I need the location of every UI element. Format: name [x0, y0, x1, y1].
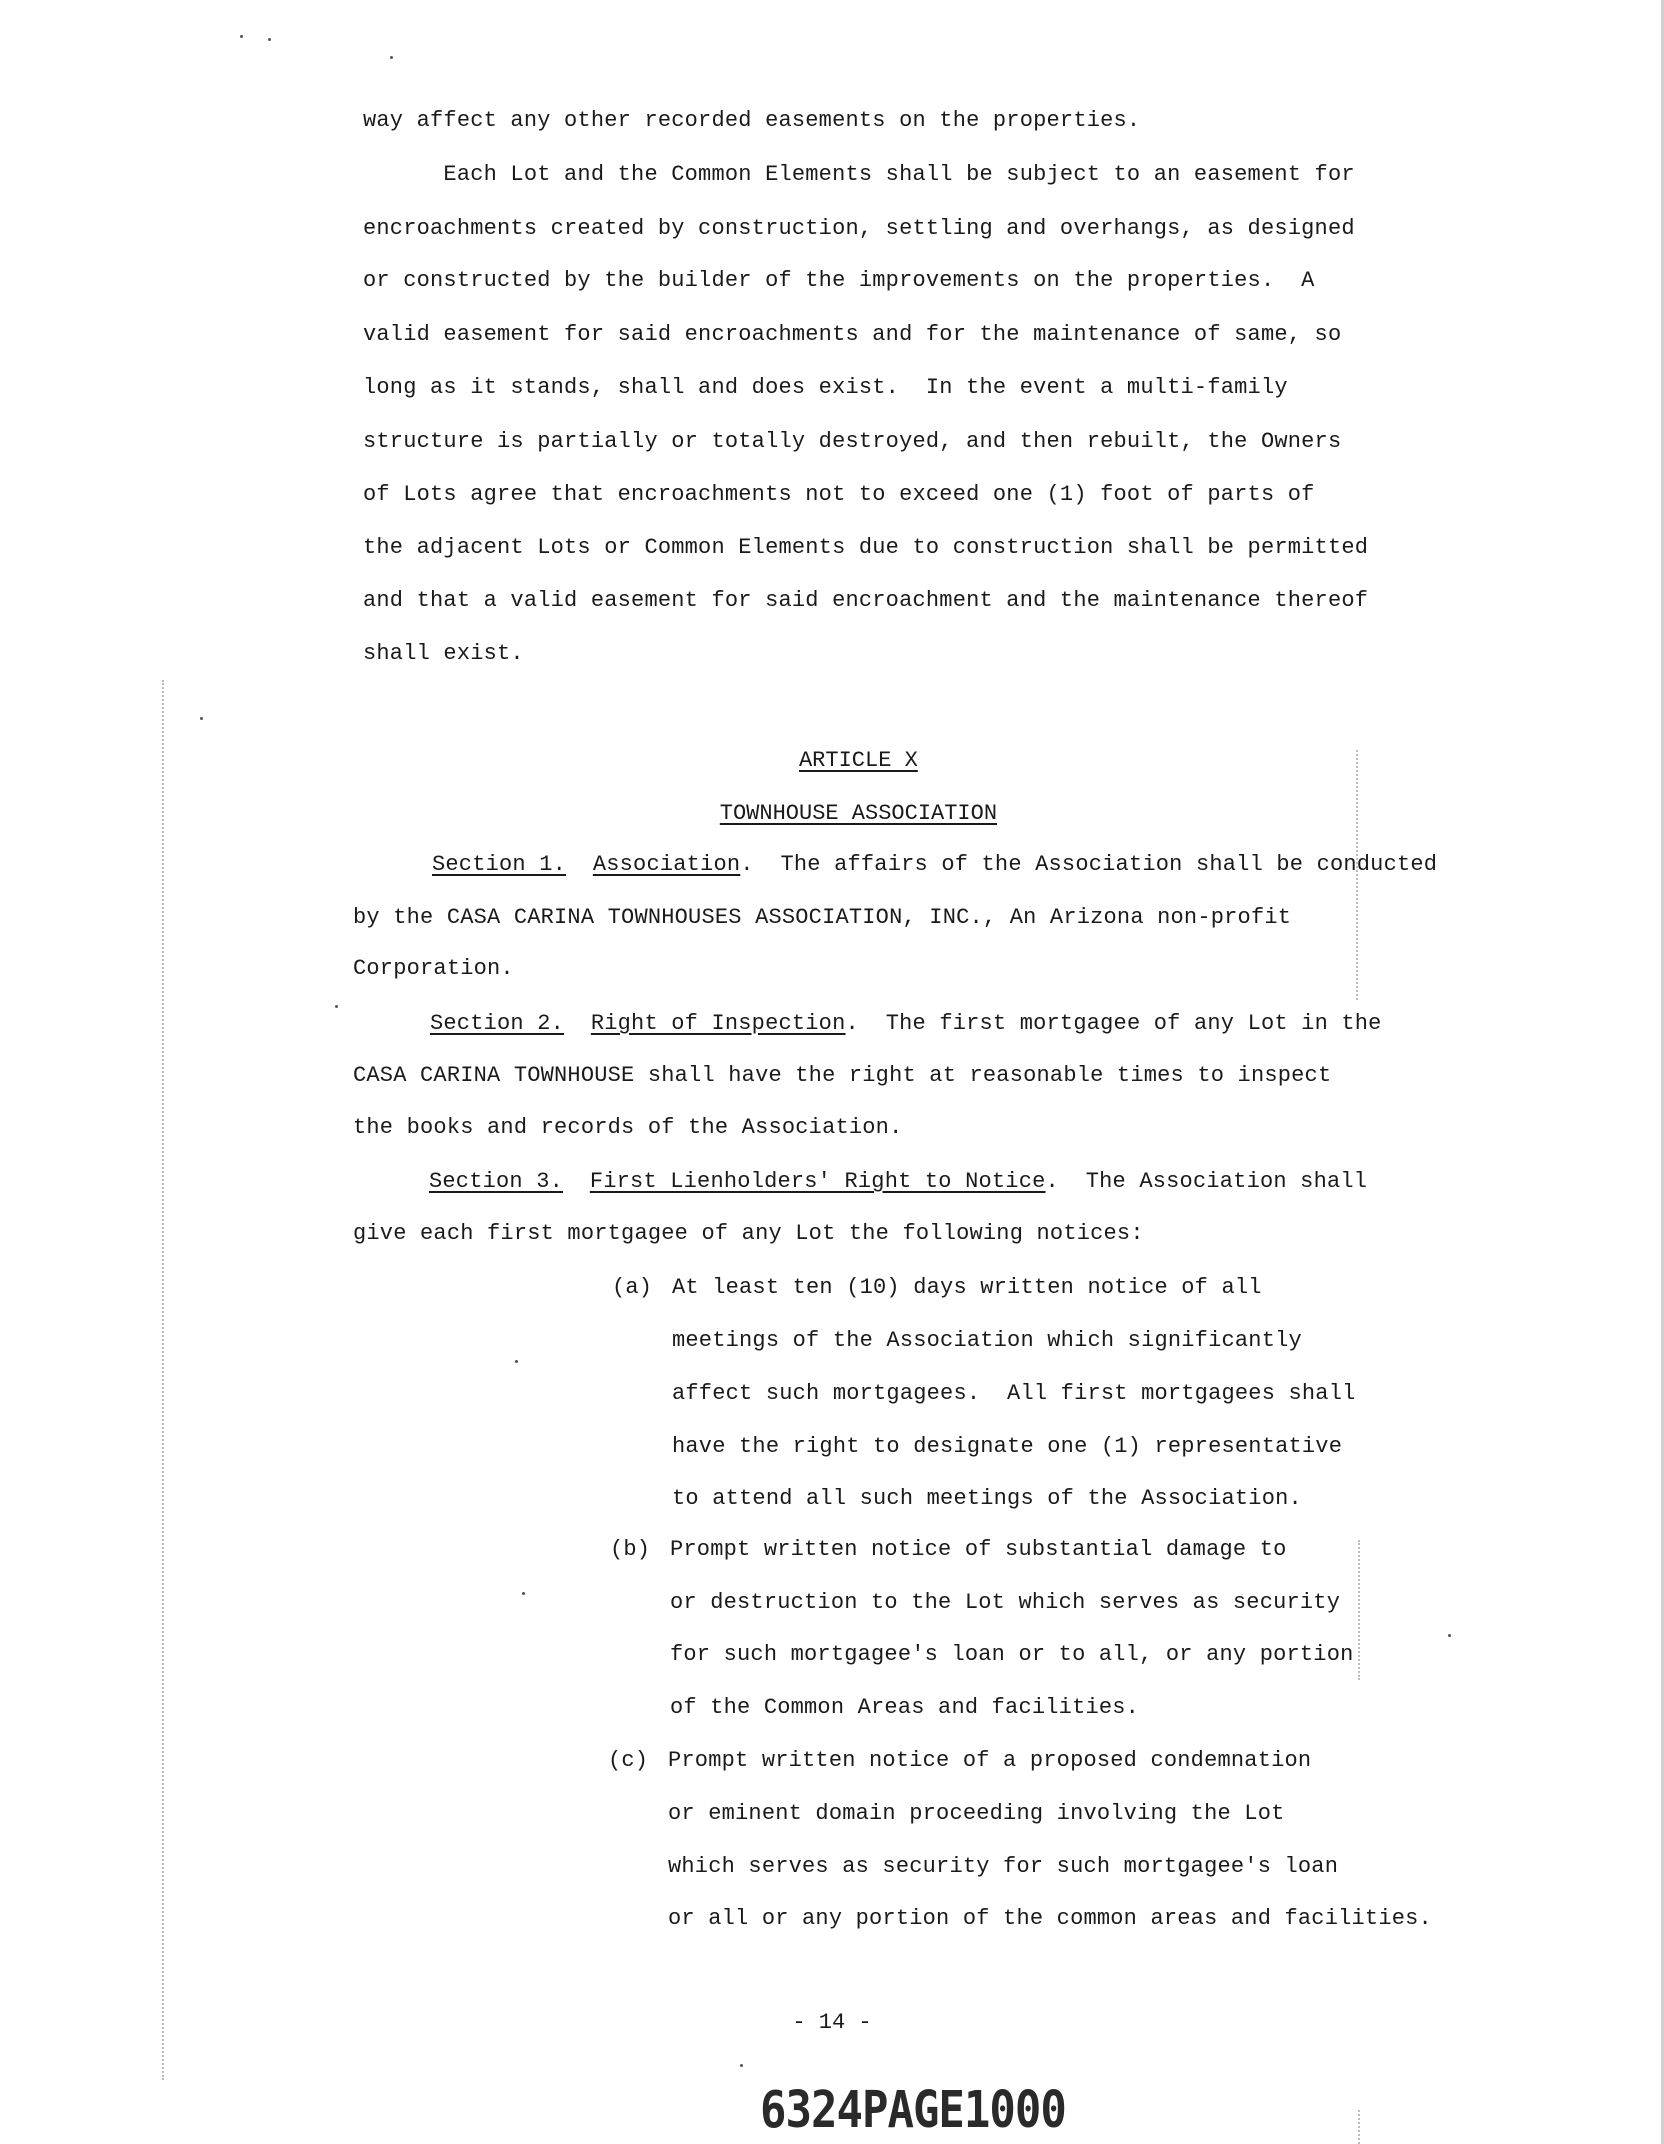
scan-speck	[240, 35, 243, 38]
text-line: and that a valid easement for said encroachment and the maintenance thereof	[363, 588, 1369, 613]
section-1-first-line-rest: . The affairs of the Association shall be conducted	[740, 852, 1438, 877]
section-1-first-line	[432, 852, 1437, 878]
scan-speck	[390, 56, 393, 59]
text-line: the books and records of the Association.	[353, 1115, 903, 1140]
text-line: of the Common Areas and facilities.	[670, 1695, 1140, 1720]
text-line: which serves as security for such mortgagee's loan	[668, 1854, 1339, 1879]
page-number: - 14 -	[792, 2010, 872, 2035]
text-line: affect such mortgagees. All first mortgagees shall	[672, 1381, 1356, 1406]
scan-speck	[1448, 1634, 1451, 1637]
text-line: or all or any portion of the common areas and facilities.	[668, 1906, 1432, 1931]
text-line: or constructed by the builder of the improvements on the properties. A	[363, 268, 1315, 293]
article-title-wrap	[0, 775, 1664, 853]
section-2-first-line-rest: . The first mortgagee of any Lot in the	[845, 1011, 1382, 1036]
article-title: TOWNHOUSE ASSOCIATION	[719, 801, 998, 826]
section-3-first-line	[429, 1169, 1367, 1195]
text-line: shall exist.	[363, 641, 524, 666]
item-label-b: (b)	[610, 1537, 651, 1562]
scan-dots	[162, 680, 165, 2080]
text-line: CASA CARINA TOWNHOUSE shall have the right at reasonable times to inspect	[353, 1063, 1332, 1088]
scan-speck	[335, 1005, 338, 1008]
text-line: to attend all such meetings of the Association.	[672, 1486, 1302, 1511]
text-line: the adjacent Lots or Common Elements due to construction shall be permitted	[363, 535, 1369, 560]
scan-dots	[1356, 750, 1359, 1000]
text-line: meetings of the Association which significantly	[672, 1328, 1302, 1353]
scan-dots	[1358, 2110, 1361, 2144]
text-line: At least ten (10) days written notice of all	[672, 1275, 1262, 1300]
scan-speck	[200, 717, 203, 720]
text-line: encroachments created by construction, settling and overhangs, as designed	[363, 216, 1355, 241]
section-2-title: Right of Inspection	[590, 1011, 846, 1036]
record-stamp: 6324PAGE1000	[760, 2081, 1066, 2140]
text-line: Corporation.	[353, 956, 514, 981]
text-line: of Lots agree that encroachments not to exceed one (1) foot of parts of	[363, 482, 1315, 507]
text-line: Prompt written notice of a proposed condemnation	[668, 1748, 1312, 1773]
scan-speck	[268, 38, 271, 41]
text-line: or eminent domain proceeding involving the Lot	[668, 1801, 1285, 1826]
text-line: by the CASA CARINA TOWNHOUSES ASSOCIATION, INC., An Arizona non-profit	[353, 905, 1292, 930]
text-line: long as it stands, shall and does exist. In the event a multi-family	[363, 375, 1288, 400]
text-line: valid easement for said encroachments and for the maintenance of same, so	[363, 322, 1342, 347]
scan-dots	[1358, 1540, 1361, 1680]
scan-speck	[740, 2064, 743, 2067]
text-line: way affect any other recorded easements on the properties.	[363, 108, 1141, 133]
text-line: or destruction to the Lot which serves as security	[670, 1590, 1341, 1615]
article-number: ARTICLE X	[798, 748, 918, 773]
item-label-a: (a)	[612, 1275, 653, 1300]
section-2-first-line	[430, 1011, 1382, 1037]
text-line: for such mortgagee's loan or to all, or any portion	[670, 1642, 1354, 1667]
item-label-c: (c)	[608, 1748, 649, 1773]
scan-speck	[522, 1592, 525, 1595]
section-3-first-line-rest: . The Association shall	[1045, 1169, 1368, 1194]
text-line: Each Lot and the Common Elements shall be subject to an easement for	[363, 162, 1355, 187]
section-3-title: First Lienholders' Right to Notice	[589, 1169, 1046, 1194]
text-line: have the right to designate one (1) representative	[672, 1434, 1343, 1459]
scan-speck	[515, 1360, 518, 1363]
text-line: structure is partially or totally destroyed, and then rebuilt, the Owners	[363, 429, 1342, 454]
text-line: give each first mortgagee of any Lot the following notices:	[353, 1221, 1144, 1246]
section-1-title: Association	[592, 852, 741, 877]
section-3-heading: Section 3.	[429, 1169, 564, 1194]
section-1-heading: Section 1.	[432, 852, 567, 877]
text-line: Prompt written notice of substantial damage to	[670, 1537, 1287, 1562]
section-2-heading: Section 2.	[430, 1011, 565, 1036]
